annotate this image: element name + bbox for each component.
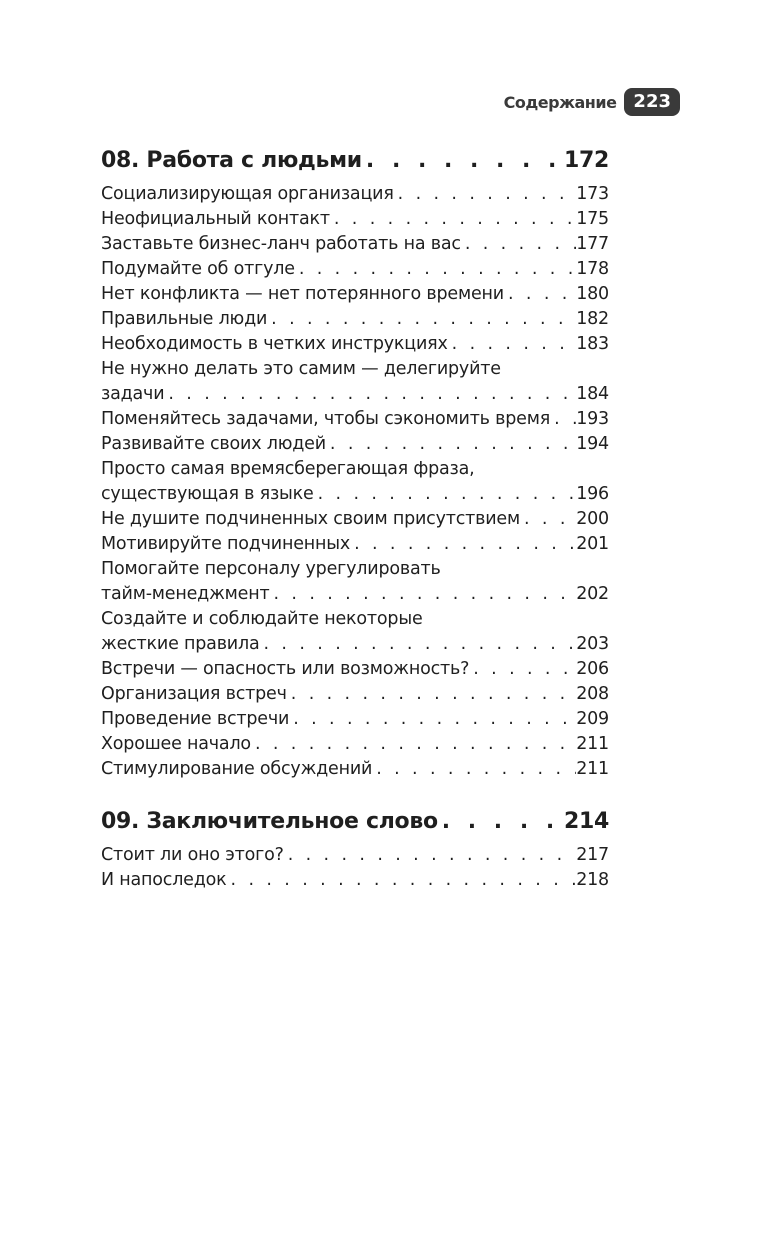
toc-entry-row <box>101 532 609 557</box>
chapter-heading[interactable] <box>101 807 609 837</box>
toc-entry-title: Правильные люди <box>101 309 268 329</box>
toc-entry-row <box>101 207 609 232</box>
toc-entry-title: Нет конфликта — нет потерянного времени <box>101 284 504 304</box>
toc-entry-title: Неофициальный контакт <box>101 209 330 229</box>
page-number-badge: 223 <box>624 88 680 116</box>
toc-entry-page-number: 193 <box>576 409 609 429</box>
toc-entry-title: Заставьте бизнес-ланч работать на вас <box>101 234 461 254</box>
toc-entry-row <box>101 307 609 332</box>
toc-entry-row <box>101 843 609 868</box>
toc-entry[interactable] <box>101 532 609 557</box>
dot-leader <box>269 582 576 607</box>
running-header <box>504 88 680 116</box>
dot-leader <box>504 282 576 307</box>
toc-entry-row <box>101 707 609 732</box>
dot-leader <box>260 632 577 657</box>
toc-entry[interactable] <box>101 457 609 507</box>
dot-leader <box>314 482 577 507</box>
toc-entry-title: Организация встреч <box>101 684 287 704</box>
chapter-page-number: 172 <box>563 148 609 173</box>
toc-entry-row <box>101 332 609 357</box>
dot-leader <box>520 507 576 532</box>
toc-entry-row <box>101 257 609 282</box>
toc-entry-page-number: 218 <box>576 870 609 890</box>
toc-entry-page-number: 177 <box>576 234 609 254</box>
toc-entry[interactable] <box>101 282 609 307</box>
toc-entry-row <box>101 382 609 407</box>
toc-entry-row <box>101 632 609 657</box>
toc-entry-page-number: 201 <box>576 534 609 554</box>
toc-entry-title: Социализирующая организация <box>101 184 394 204</box>
dot-leader <box>330 207 576 232</box>
dot-leader <box>372 757 576 782</box>
toc-entry-title: Хорошее начало <box>101 734 251 754</box>
toc-entry[interactable] <box>101 843 609 868</box>
dot-leader <box>448 332 577 357</box>
toc-entry-row <box>101 868 609 893</box>
toc-entry-title: жесткие правила <box>101 634 260 654</box>
toc-entry-title: Мотивируйте подчиненных <box>101 534 351 554</box>
toc-entry-page-number: 183 <box>576 334 609 354</box>
toc-entry[interactable] <box>101 332 609 357</box>
dot-leader <box>289 707 576 732</box>
toc-entry-row <box>101 407 609 432</box>
toc-entry-row <box>101 582 609 607</box>
toc-entry[interactable] <box>101 357 609 407</box>
toc-section <box>101 146 609 782</box>
toc-entry-page-number: 173 <box>576 184 609 204</box>
toc-entry-title: Развивайте своих людей <box>101 434 326 454</box>
toc-entry[interactable] <box>101 307 609 332</box>
toc-entry[interactable] <box>101 707 609 732</box>
dot-leader <box>438 807 564 837</box>
toc-entry[interactable] <box>101 657 609 682</box>
dot-leader <box>295 257 576 282</box>
toc-entry-page-number: 211 <box>576 734 609 754</box>
toc-entry-page-number: 209 <box>576 709 609 729</box>
dot-leader <box>251 732 576 757</box>
dot-leader <box>394 182 577 207</box>
toc-entry-page-number: 180 <box>576 284 609 304</box>
table-of-contents <box>101 146 609 918</box>
toc-entry-title-line: Создайте и соблюдайте некоторые <box>101 609 423 629</box>
toc-entry-page-number: 175 <box>576 209 609 229</box>
toc-entry-row <box>101 507 609 532</box>
toc-entry-row <box>101 682 609 707</box>
toc-entry[interactable] <box>101 407 609 432</box>
toc-section <box>101 807 609 893</box>
toc-entry-title: задачи <box>101 384 165 404</box>
toc-entry-page-number: 194 <box>576 434 609 454</box>
toc-entry-page-number: 200 <box>576 509 609 529</box>
toc-entry-row <box>101 757 609 782</box>
toc-entry-title: существующая в языке <box>101 484 314 504</box>
toc-entry[interactable] <box>101 868 609 893</box>
toc-entry-page-number: 202 <box>576 584 609 604</box>
toc-entry-title: Необходимость в четких инструкциях <box>101 334 448 354</box>
dot-leader <box>164 382 576 407</box>
toc-entry-title-line: Просто самая времясберегающая фраза, <box>101 459 475 479</box>
toc-entry-page-number: 206 <box>576 659 609 679</box>
chapter-page-number: 214 <box>563 809 609 834</box>
toc-entry[interactable] <box>101 232 609 257</box>
toc-entry-title: И напоследок <box>101 870 227 890</box>
dot-leader <box>461 232 576 257</box>
toc-entry-title: Встречи — опасность или возможность? <box>101 659 470 679</box>
dot-leader <box>287 682 576 707</box>
toc-entry-title: Не душите подчиненных своим присутствием <box>101 509 520 529</box>
toc-entry-row <box>101 482 609 507</box>
toc-entry-page-number: 203 <box>576 634 609 654</box>
chapter-heading[interactable] <box>101 146 609 176</box>
toc-entry[interactable] <box>101 757 609 782</box>
toc-entry-page-number: 184 <box>576 384 609 404</box>
toc-entry-page-number: 208 <box>576 684 609 704</box>
toc-entry[interactable] <box>101 432 609 457</box>
toc-entry-title-line: Не нужно делать это самим — делегируйте <box>101 359 501 379</box>
toc-entry-row <box>101 732 609 757</box>
toc-entry[interactable] <box>101 732 609 757</box>
toc-entry-row <box>101 282 609 307</box>
toc-entry-row <box>101 657 609 682</box>
toc-entry[interactable] <box>101 182 609 207</box>
toc-entry-row <box>101 232 609 257</box>
toc-entry-title: тайм-менеджмент <box>101 584 270 604</box>
toc-entry[interactable] <box>101 557 609 607</box>
running-header-title: Содержание <box>503 92 617 112</box>
toc-entry-title: Стоит ли оно этого? <box>101 845 284 865</box>
toc-entry[interactable] <box>101 507 609 532</box>
toc-entry-page-number: 211 <box>576 759 609 779</box>
dot-leader <box>227 868 577 893</box>
toc-entry[interactable] <box>101 257 609 282</box>
dot-leader <box>350 532 576 557</box>
dot-leader <box>550 407 576 432</box>
toc-entry-title: Стимулирование обсуждений <box>101 759 373 779</box>
toc-entry-page-number: 196 <box>576 484 609 504</box>
chapter-title: 08. Работа с людьми <box>101 148 362 173</box>
toc-entry-page-number: 178 <box>576 259 609 279</box>
dot-leader <box>362 146 564 176</box>
dot-leader <box>326 432 576 457</box>
toc-entry-row <box>101 182 609 207</box>
toc-entry-page-number: 182 <box>576 309 609 329</box>
toc-entry[interactable] <box>101 682 609 707</box>
dot-leader <box>284 843 577 868</box>
dot-leader <box>267 307 576 332</box>
toc-entry-page-number: 217 <box>576 845 609 865</box>
toc-entry[interactable] <box>101 207 609 232</box>
toc-entry[interactable] <box>101 607 609 657</box>
dot-leader <box>469 657 576 682</box>
toc-entry-title-line: Помогайте персоналу урегулировать <box>101 559 441 579</box>
toc-entry-title: Поменяйтесь задачами, чтобы сэкономить время <box>101 409 551 429</box>
toc-entry-title: Подумайте об отгуле <box>101 259 295 279</box>
toc-entry-title: Проведение встречи <box>101 709 290 729</box>
chapter-title: 09. Заключительное слово <box>101 809 438 834</box>
toc-entry-row <box>101 432 609 457</box>
